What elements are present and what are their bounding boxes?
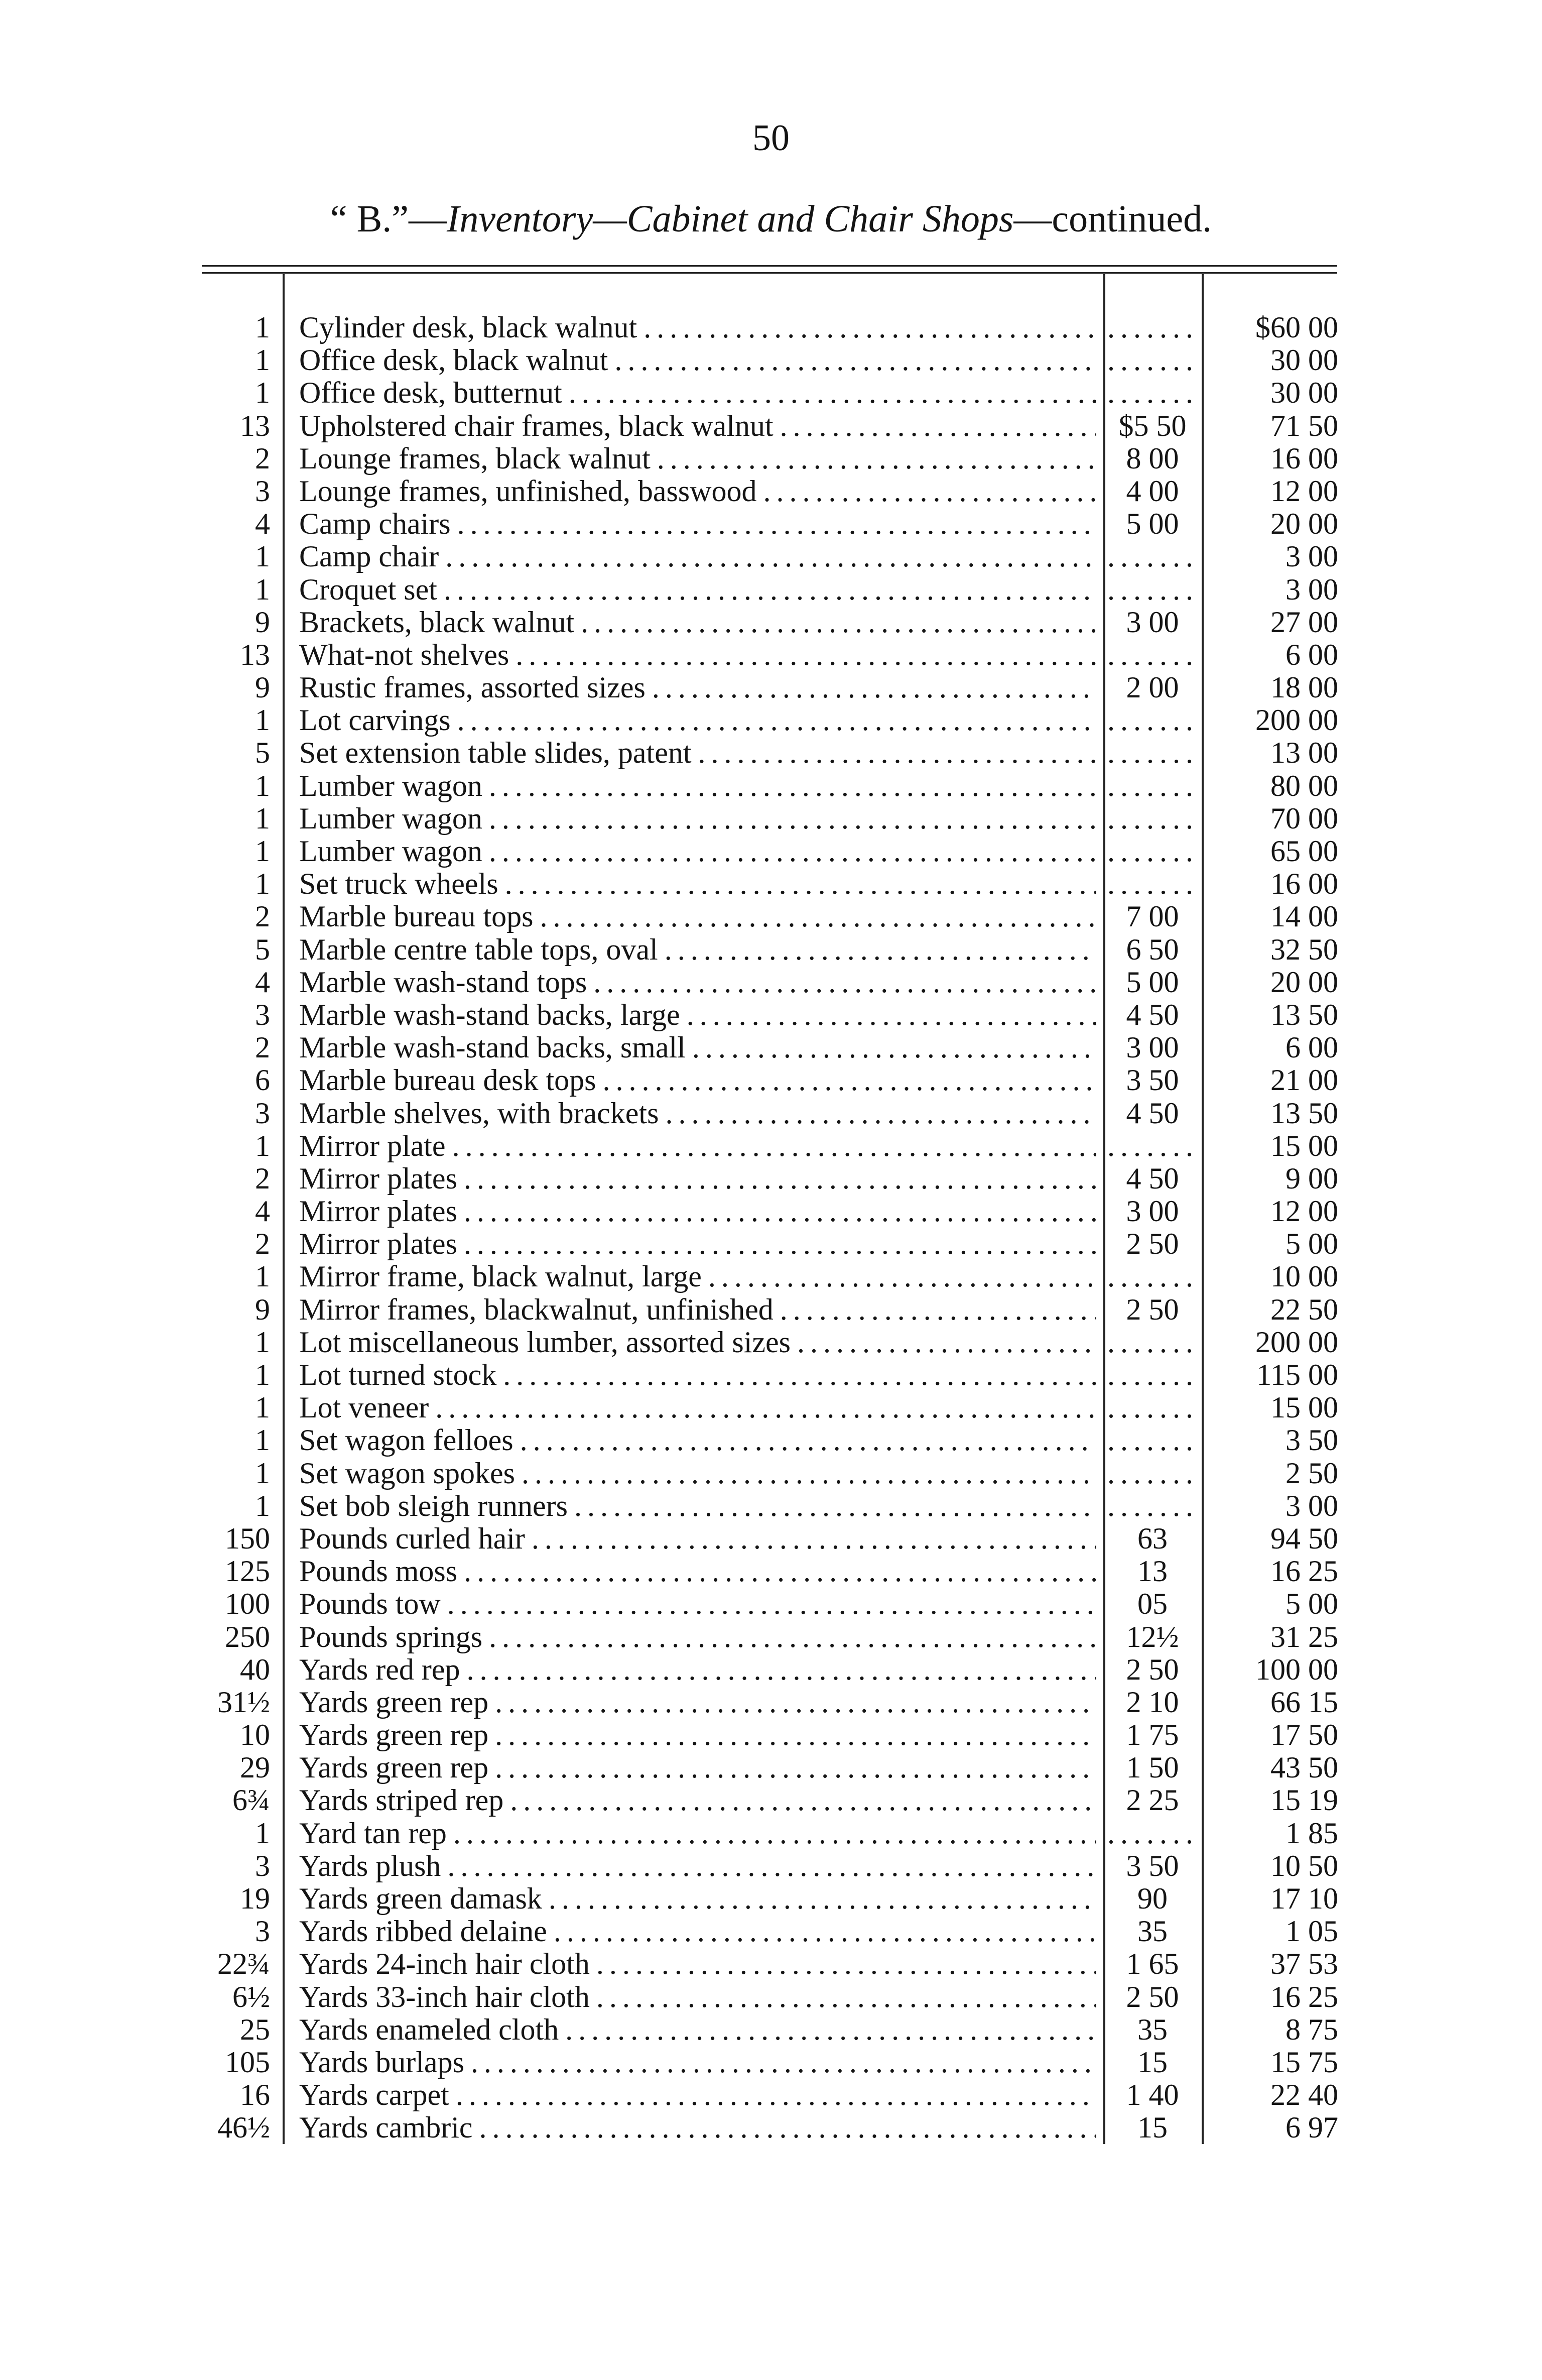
total-cell: 3 00 xyxy=(1286,572,1338,606)
quantity-cell: 13 xyxy=(240,409,270,442)
table-row xyxy=(0,1915,1542,1948)
quantity-cell: 13 xyxy=(240,638,270,671)
quantity-cell: 40 xyxy=(240,1652,270,1686)
total-cell: 37 53 xyxy=(1270,1947,1338,1981)
table-row xyxy=(0,2013,1542,2046)
unit-price-cell xyxy=(1107,1391,1198,1424)
total-cell: 200 00 xyxy=(1255,1325,1338,1359)
quantity-cell: 1 xyxy=(255,343,270,377)
description-cell: Yards 33-inch hair cloth . . . xyxy=(299,1981,1096,2013)
total-cell: 3 00 xyxy=(1286,1489,1338,1522)
table-row xyxy=(0,966,1542,999)
total-cell: 15 75 xyxy=(1270,2045,1338,2079)
quantity-cell: 2 xyxy=(255,441,270,475)
description-cell: Mirror plates . . . xyxy=(299,1228,1096,1260)
unit-price-cell: 13 xyxy=(1137,1555,1168,1588)
table-row xyxy=(0,868,1542,900)
table-row xyxy=(0,1751,1542,1784)
table-row xyxy=(0,737,1542,769)
quantity-cell: 100 xyxy=(225,1587,270,1621)
unit-price-cell xyxy=(1107,1359,1198,1391)
quantity-cell: 46½ xyxy=(217,2111,270,2145)
unit-price-cell xyxy=(1107,1260,1198,1293)
unit-price-cell: 1 50 xyxy=(1126,1751,1179,1784)
description-cell: Brackets, black walnut . . . xyxy=(299,606,1096,639)
table-row xyxy=(0,1293,1542,1326)
quantity-cell: 150 xyxy=(225,1521,270,1555)
description-cell: Office desk, black walnut . . . xyxy=(299,344,1096,377)
total-cell: 22 50 xyxy=(1270,1292,1338,1326)
page-heading xyxy=(0,200,1542,238)
description-cell: Pounds springs . . . xyxy=(299,1621,1096,1653)
table-row xyxy=(0,1621,1542,1653)
quantity-cell: 1 xyxy=(255,1325,270,1359)
total-cell: 31 25 xyxy=(1270,1620,1338,1653)
table-row xyxy=(0,573,1542,606)
quantity-cell: 1 xyxy=(255,801,270,835)
unit-price-cell: 3 00 xyxy=(1126,606,1179,639)
table-row xyxy=(0,1817,1542,1850)
table-row xyxy=(0,1457,1542,1490)
table-row xyxy=(0,540,1542,573)
table-row xyxy=(0,1260,1542,1293)
table-row xyxy=(0,475,1542,508)
unit-price-cell xyxy=(1107,737,1198,769)
description-cell: Yards striped rep . . . xyxy=(299,1784,1096,1817)
table-row xyxy=(0,1784,1542,1817)
table-row xyxy=(0,410,1542,442)
total-cell: 16 00 xyxy=(1270,867,1338,901)
quantity-cell: 25 xyxy=(240,2012,270,2046)
unit-price-cell xyxy=(1107,540,1198,573)
unit-price-cell: 7 00 xyxy=(1126,900,1179,933)
description-cell: Set wagon spokes . . . xyxy=(299,1457,1096,1490)
description-cell: Mirror frame, black walnut, large . . . xyxy=(299,1260,1096,1293)
unit-price-cell: 1 75 xyxy=(1126,1719,1179,1752)
description-cell: Office desk, butternut . . . xyxy=(299,377,1096,409)
unit-price-cell: 1 40 xyxy=(1126,2079,1179,2112)
total-cell: 8 75 xyxy=(1286,2012,1338,2046)
quantity-cell: 1 xyxy=(255,1489,270,1522)
total-cell: 6 00 xyxy=(1286,1031,1338,1064)
description-cell: Lot veneer . . . xyxy=(299,1391,1096,1424)
table-row xyxy=(0,1948,1542,1980)
unit-price-cell xyxy=(1107,377,1198,409)
unit-price-cell xyxy=(1107,1326,1198,1359)
quantity-cell: 10 xyxy=(240,1718,270,1752)
table-row xyxy=(0,344,1542,377)
unit-price-cell xyxy=(1107,1130,1198,1162)
table-row xyxy=(0,442,1542,475)
description-cell: Mirror plates . . . xyxy=(299,1195,1096,1228)
total-cell: 16 25 xyxy=(1270,1555,1338,1588)
description-cell: Yards burlaps . . . xyxy=(299,2046,1096,2079)
unit-price-cell: 3 50 xyxy=(1126,1849,1179,1882)
quantity-cell: 9 xyxy=(255,605,270,639)
unit-price-cell xyxy=(1107,868,1198,900)
total-cell: 20 00 xyxy=(1270,965,1338,999)
unit-price-cell xyxy=(1107,704,1198,737)
total-cell: 20 00 xyxy=(1270,507,1338,541)
table-top-rule-inner xyxy=(202,272,1337,274)
description-cell: Set wagon felloes . . . xyxy=(299,1424,1096,1457)
table-row xyxy=(0,1228,1542,1260)
quantity-cell: 1 xyxy=(255,1816,270,1850)
unit-price-cell xyxy=(1107,311,1198,344)
total-cell: 9 00 xyxy=(1286,1161,1338,1195)
table-row xyxy=(0,508,1542,540)
quantity-cell: 6 xyxy=(255,1063,270,1097)
total-cell: 10 50 xyxy=(1270,1849,1338,1882)
table-row xyxy=(0,933,1542,966)
unit-price-cell: 3 00 xyxy=(1126,1195,1179,1228)
quantity-cell: 4 xyxy=(255,1195,270,1228)
unit-price-cell xyxy=(1107,770,1198,802)
quantity-cell: 4 xyxy=(255,965,270,999)
unit-price-cell xyxy=(1107,1457,1198,1490)
table-row xyxy=(0,704,1542,737)
quantity-cell: 1 xyxy=(255,1129,270,1162)
quantity-cell: 9 xyxy=(255,671,270,704)
total-cell: 18 00 xyxy=(1270,671,1338,704)
total-cell: 16 00 xyxy=(1270,441,1338,475)
total-cell: 100 00 xyxy=(1255,1652,1338,1686)
unit-price-cell: 6 50 xyxy=(1126,933,1179,966)
table-row xyxy=(0,639,1542,671)
description-cell: Mirror plates . . . xyxy=(299,1162,1096,1195)
total-cell: 71 50 xyxy=(1270,409,1338,442)
quantity-cell: 1 xyxy=(255,867,270,901)
total-cell: 5 00 xyxy=(1286,1227,1338,1261)
quantity-cell: 1 xyxy=(255,703,270,737)
description-cell: Camp chair . . . xyxy=(299,540,1096,573)
unit-price-cell: 2 50 xyxy=(1126,1653,1179,1686)
quantity-cell: 1 xyxy=(255,1423,270,1457)
description-cell: Lot miscellaneous lumber, assorted sizes . . . xyxy=(299,1326,1096,1359)
total-cell: 12 00 xyxy=(1270,474,1338,508)
total-cell: 16 25 xyxy=(1270,1980,1338,2013)
heading-prefix: “ B.”— xyxy=(330,198,447,240)
quantity-cell: 3 xyxy=(255,474,270,508)
description-cell: Marble shelves, with brackets . . . xyxy=(299,1097,1096,1130)
total-cell: 3 00 xyxy=(1286,540,1338,573)
total-cell: 13 50 xyxy=(1270,1096,1338,1130)
unit-price-cell xyxy=(1107,639,1198,671)
total-cell: 17 10 xyxy=(1270,1882,1338,1915)
table-row xyxy=(0,1522,1542,1555)
quantity-cell: 16 xyxy=(240,2078,270,2112)
total-cell: 17 50 xyxy=(1270,1718,1338,1752)
table-row xyxy=(0,1064,1542,1097)
quantity-cell: 2 xyxy=(255,1227,270,1261)
description-cell: Yards plush . . . xyxy=(299,1850,1096,1882)
table-row xyxy=(0,1326,1542,1359)
quantity-cell: 1 xyxy=(255,1456,270,1490)
total-cell: 80 00 xyxy=(1270,769,1338,802)
quantity-cell: 19 xyxy=(240,1882,270,1915)
unit-price-cell xyxy=(1107,1490,1198,1522)
total-cell: 5 00 xyxy=(1286,1587,1338,1621)
description-cell: Set truck wheels . . . xyxy=(299,868,1096,900)
description-cell: Lumber wagon . . . xyxy=(299,835,1096,868)
unit-price-cell: 1 65 xyxy=(1126,1948,1179,1981)
unit-price-cell: 4 50 xyxy=(1126,1162,1179,1195)
unit-price-cell: 2 25 xyxy=(1126,1784,1179,1817)
table-row xyxy=(0,2111,1542,2144)
table-row xyxy=(0,1195,1542,1228)
description-cell: Yards green rep . . . xyxy=(299,1686,1096,1719)
table-row xyxy=(0,1097,1542,1130)
description-cell: Cylinder desk, black walnut . . . xyxy=(299,311,1096,344)
table-row xyxy=(0,311,1542,344)
unit-price-cell xyxy=(1107,344,1198,377)
table-row xyxy=(0,802,1542,835)
total-cell: 21 00 xyxy=(1270,1063,1338,1097)
quantity-cell: 1 xyxy=(255,1391,270,1424)
description-cell: Marble wash-stand tops . . . xyxy=(299,966,1096,999)
quantity-cell: 1 xyxy=(255,311,270,344)
description-cell: Set extension table slides, patent . . . xyxy=(299,737,1096,769)
heading-suffix: —continued. xyxy=(1013,198,1212,240)
description-cell: Pounds curled hair . . . xyxy=(299,1522,1096,1555)
unit-price-cell xyxy=(1107,1424,1198,1457)
description-cell: Set bob sleigh runners . . . xyxy=(299,1490,1096,1522)
description-cell: Lounge frames, black walnut . . . xyxy=(299,442,1096,475)
unit-price-cell: 3 50 xyxy=(1126,1064,1179,1097)
total-cell: 94 50 xyxy=(1270,1521,1338,1555)
total-cell: 10 00 xyxy=(1270,1260,1338,1293)
unit-price-cell: 05 xyxy=(1137,1588,1168,1621)
table-row xyxy=(0,2046,1542,2079)
quantity-cell: 31½ xyxy=(217,1685,270,1719)
table-row xyxy=(0,1850,1542,1882)
quantity-cell: 22¾ xyxy=(217,1947,270,1981)
description-cell: Yards carpet . . . xyxy=(299,2079,1096,2111)
table-row xyxy=(0,1719,1542,1751)
description-cell: Yard tan rep . . . xyxy=(299,1817,1096,1850)
quantity-cell: 6½ xyxy=(232,1980,270,2013)
description-cell: Upholstered chair frames, black walnut . . . xyxy=(299,410,1096,442)
table-row xyxy=(0,1130,1542,1162)
total-cell: 14 00 xyxy=(1270,900,1338,933)
quantity-cell: 1 xyxy=(255,835,270,868)
total-cell: 3 50 xyxy=(1286,1423,1338,1457)
description-cell: Yards green rep . . . xyxy=(299,1751,1096,1784)
description-cell: Marble wash-stand backs, small . . . xyxy=(299,1031,1096,1064)
table-row xyxy=(0,770,1542,802)
unit-price-cell: 15 xyxy=(1137,2046,1168,2079)
total-cell: 6 00 xyxy=(1286,638,1338,671)
unit-price-cell: 35 xyxy=(1137,2013,1168,2046)
unit-price-cell: 5 00 xyxy=(1126,508,1179,541)
table-row xyxy=(0,1031,1542,1064)
total-cell: 2 50 xyxy=(1286,1456,1338,1490)
inventory-table xyxy=(0,311,1542,2145)
total-cell: 30 00 xyxy=(1270,343,1338,377)
unit-price-cell: 4 50 xyxy=(1126,998,1179,1031)
description-cell: Lumber wagon . . . xyxy=(299,770,1096,802)
quantity-cell: 5 xyxy=(255,932,270,966)
total-cell: 70 00 xyxy=(1270,801,1338,835)
unit-price-cell: 90 xyxy=(1137,1882,1168,1915)
table-row xyxy=(0,1162,1542,1195)
description-cell: Lumber wagon . . . xyxy=(299,802,1096,835)
table-row xyxy=(0,1588,1542,1620)
unit-price-cell: 3 00 xyxy=(1126,1031,1179,1064)
unit-price-cell: 2 00 xyxy=(1126,671,1179,704)
description-cell: Marble wash-stand backs, large . . . xyxy=(299,999,1096,1031)
table-top-rule xyxy=(202,265,1337,267)
description-cell: Mirror plate . . . xyxy=(299,1130,1096,1162)
description-cell: Yards green rep . . . xyxy=(299,1719,1096,1751)
table-row xyxy=(0,2079,1542,2111)
quantity-cell: 1 xyxy=(255,376,270,410)
unit-price-cell: 2 50 xyxy=(1126,1228,1179,1261)
description-cell: Marble bureau tops . . . xyxy=(299,900,1096,933)
quantity-cell: 3 xyxy=(255,1915,270,1948)
total-cell: 13 50 xyxy=(1270,998,1338,1031)
unit-price-cell: 2 50 xyxy=(1126,1980,1179,2013)
total-cell: 115 00 xyxy=(1256,1358,1338,1391)
table-row xyxy=(0,606,1542,639)
description-cell: Yards 24-inch hair cloth . . . xyxy=(299,1948,1096,1980)
unit-price-cell: 35 xyxy=(1137,1915,1168,1948)
total-cell: 15 00 xyxy=(1270,1129,1338,1162)
description-cell: Lounge frames, unfinished, basswood . . . xyxy=(299,475,1096,508)
table-row xyxy=(0,1359,1542,1391)
description-cell: Marble bureau desk tops . . . xyxy=(299,1064,1096,1097)
total-cell: 15 19 xyxy=(1270,1783,1338,1817)
table-row xyxy=(0,671,1542,704)
total-cell: 30 00 xyxy=(1270,376,1338,410)
quantity-cell: 3 xyxy=(255,998,270,1031)
description-cell: Yards enameled cloth . . . xyxy=(299,2013,1096,2046)
quantity-cell: 2 xyxy=(255,1031,270,1064)
total-cell: 1 85 xyxy=(1286,1816,1338,1850)
unit-price-cell: $5 50 xyxy=(1118,409,1187,442)
table-row xyxy=(0,1490,1542,1522)
description-cell: Mirror frames, blackwalnut, unfinished . . . xyxy=(299,1293,1096,1326)
description-cell: Yards ribbed delaine . . . xyxy=(299,1915,1096,1948)
table-row xyxy=(0,1882,1542,1915)
heading-italic: Inventory—Cabinet and Chair Shops xyxy=(447,198,1014,240)
quantity-cell: 1 xyxy=(255,1358,270,1391)
description-cell: Lot turned stock . . . xyxy=(299,1359,1096,1391)
unit-price-cell xyxy=(1107,835,1198,868)
description-cell: Marble centre table tops, oval . . . xyxy=(299,933,1096,966)
quantity-cell: 29 xyxy=(240,1751,270,1784)
total-cell: 65 00 xyxy=(1270,835,1338,868)
total-cell: 200 00 xyxy=(1255,703,1338,737)
table-row xyxy=(0,1981,1542,2013)
table-row xyxy=(0,835,1542,868)
description-cell: Rustic frames, assorted sizes . . . xyxy=(299,671,1096,704)
description-cell: Pounds moss . . . xyxy=(299,1555,1096,1588)
unit-price-cell: 15 xyxy=(1137,2111,1168,2145)
description-cell: Yards cambric . . . xyxy=(299,2111,1096,2144)
table-row xyxy=(0,999,1542,1031)
description-cell: Pounds tow . . . xyxy=(299,1588,1096,1620)
total-cell: 15 00 xyxy=(1270,1391,1338,1424)
table-row xyxy=(0,1424,1542,1457)
quantity-cell: 3 xyxy=(255,1849,270,1882)
description-cell: Yards red rep . . . xyxy=(299,1653,1096,1686)
total-cell: 13 00 xyxy=(1270,736,1338,770)
quantity-cell: 9 xyxy=(255,1292,270,1326)
total-cell: 43 50 xyxy=(1270,1751,1338,1784)
description-cell: Yards green damask . . . xyxy=(299,1882,1096,1915)
total-cell: 22 40 xyxy=(1270,2078,1338,2112)
quantity-cell: 4 xyxy=(255,507,270,541)
unit-price-cell xyxy=(1107,1817,1198,1850)
quantity-cell: 250 xyxy=(225,1620,270,1653)
unit-price-cell: 63 xyxy=(1137,1522,1168,1555)
total-cell: $60 00 xyxy=(1255,311,1338,344)
quantity-cell: 125 xyxy=(225,1555,270,1588)
page-number: 50 xyxy=(752,117,790,159)
total-cell: 27 00 xyxy=(1270,605,1338,639)
table-row xyxy=(0,1555,1542,1588)
table-row xyxy=(0,1391,1542,1424)
description-cell: What-not shelves . . . xyxy=(299,639,1096,671)
table-row xyxy=(0,1653,1542,1686)
quantity-cell: 1 xyxy=(255,769,270,802)
unit-price-cell xyxy=(1107,802,1198,835)
unit-price-cell: 5 00 xyxy=(1126,966,1179,999)
quantity-cell: 2 xyxy=(255,1161,270,1195)
quantity-cell: 3 xyxy=(255,1096,270,1130)
quantity-cell: 1 xyxy=(255,572,270,606)
unit-price-cell: 2 50 xyxy=(1126,1293,1179,1326)
description-cell: Lot carvings . . . xyxy=(299,704,1096,737)
quantity-cell: 1 xyxy=(255,1260,270,1293)
total-cell: 12 00 xyxy=(1270,1195,1338,1228)
quantity-cell: 5 xyxy=(255,736,270,770)
total-cell: 32 50 xyxy=(1270,932,1338,966)
quantity-cell: 105 xyxy=(225,2045,270,2079)
total-cell: 66 15 xyxy=(1270,1685,1338,1719)
unit-price-cell: 8 00 xyxy=(1126,442,1179,475)
quantity-cell: 6¾ xyxy=(232,1783,270,1817)
table-row xyxy=(0,377,1542,409)
quantity-cell: 1 xyxy=(255,540,270,573)
quantity-cell: 2 xyxy=(255,900,270,933)
total-cell: 6 97 xyxy=(1286,2111,1338,2145)
description-cell: Croquet set . . . xyxy=(299,573,1096,606)
unit-price-cell: 4 50 xyxy=(1126,1097,1179,1130)
table-row xyxy=(0,1686,1542,1719)
table-row xyxy=(0,900,1542,933)
total-cell: 1 05 xyxy=(1286,1915,1338,1948)
unit-price-cell xyxy=(1107,573,1198,606)
unit-price-cell: 4 00 xyxy=(1126,474,1179,508)
description-cell: Camp chairs . . . xyxy=(299,508,1096,540)
unit-price-cell: 2 10 xyxy=(1126,1686,1179,1719)
unit-price-cell: 12½ xyxy=(1126,1620,1179,1653)
